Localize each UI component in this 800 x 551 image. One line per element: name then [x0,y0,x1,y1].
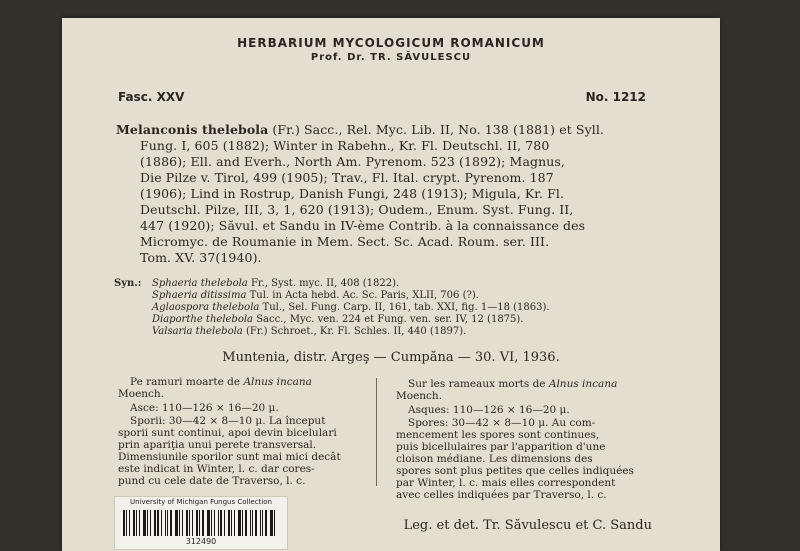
barcode-stripe [211,510,212,536]
barcode-stripe [202,510,204,536]
description-line: Asce: 110—126 × 16—20 μ. [130,402,279,414]
reference-line [140,170,554,185]
synonym-ref: Tul., Sel. Fung. Carp. II, 161, tab. XXI, fig. 1—18 (1863). [259,302,550,313]
synonym-entry [152,278,399,289]
synonym-ref: Sacc., Myc. ven. 224 et Fung. ven. ser. IV, 12 (1875). [253,314,524,325]
barcode-stripe [192,510,193,536]
reference-text: Micromyc. de Roumanie in Mem. Sect. Sc. Acad. Roum. ser. III. [140,234,550,249]
reference-text: 447 (1920); Săvul. et Sandu in IV-ème Contrib. à la connaissance des [140,218,586,233]
barcode-stripe [129,510,130,536]
description-line: Sporii: 30—42 × 8—10 μ. La început [130,415,326,427]
legit-line: Leg. et det. Tr. Săvulescu et C. Sandu [403,518,652,533]
reference-line [140,234,549,249]
reference-line [140,186,564,201]
barcode-stripe [214,510,215,536]
description-line: puis bicellulaires par l'apparition d'une [396,441,606,453]
barcode-stripe [182,510,183,536]
barcode-stripe [245,510,247,536]
description-line: Asques: 110—126 × 16—20 μ. [408,404,570,416]
barcode-stripe [250,510,251,536]
barcode-stripe [252,510,253,536]
barcode-stripe [224,510,225,536]
synonym-entry [152,314,523,325]
description-line: este indicat in Winter, l. c. dar cores- [118,463,315,475]
barcode-stripe [262,510,263,536]
reference-line [140,138,549,153]
synonym-name: Sphaeria thelebola [152,278,248,289]
description-line: mencement les spores sont continues, [396,429,600,441]
barcode-stripe [196,510,198,536]
reference-line [140,202,573,217]
barcode-institution: University of Michigan Fungus Collection [129,498,272,506]
barcode-stripe [234,510,235,536]
description-line: spores sont plus petites que celles indiquées [396,465,634,477]
species-name: Melanconis thelebola [116,122,269,137]
synonym-entry [152,290,479,301]
description-line: cloison médiane. Les dimensions des [396,453,593,465]
synonym-ref: Tul. in Acta hebd. Ac. Sc. Paris, XLII, 706 (?). [246,290,479,301]
barcode-stripe [238,510,241,536]
description-line: par Winter, l. c. mais elles correspondent [396,477,616,489]
description-line [130,376,312,389]
synonym-name: Aglaospora thelebola [152,302,260,313]
barcode-stripe [270,510,273,536]
specimen-number: No. 1212 [585,90,646,104]
synonym-name: Valsaria thelebola [152,326,243,337]
barcode-stripe [161,510,162,536]
barcode-stripe [179,510,180,536]
barcode-stripe [218,510,219,536]
barcode-stripe [207,510,210,536]
barcode-stripe [220,510,222,536]
description-line: Spores: 30—42 × 8—10 μ. Au com- [408,417,596,429]
barcode-stripe [175,510,178,536]
description-line: pund cu cele date de Traverso, l. c. [118,475,306,487]
barcode-label [114,496,288,550]
barcode-stripe [147,510,148,536]
description-line: prin apariţia unui perete transversal. [118,439,317,451]
description-line [408,378,617,391]
barcode-stripe [255,510,257,536]
barcode-stripe [170,510,172,536]
host-name: Alnus incana [548,378,618,390]
barcode-stripe [228,510,230,536]
description-line: sporii sunt continui, apoi devin bicelulari [118,427,337,439]
host-name: Alnus incana [243,376,312,388]
reference-text: (1906); Lind in Rostrup, Danish Fungi, 248 (1913); Migula, Kr. Fl. [140,186,565,201]
barcode-stripe [157,510,159,536]
reference-text: Deutschl. Pilze, III, 3, 1, 620 (1913); Oudem., Enum. Syst. Fung. II, [140,202,574,217]
synonym-entry [152,326,466,337]
herbarium-label [62,18,720,551]
barcode-stripe [136,510,137,536]
header-title: HERBARIUM MYCOLOGICUM ROMANICUM [237,36,545,50]
column-divider [376,378,377,486]
description-line: Moench. [118,388,165,400]
synonym-ref: (Fr.) Schroet., Kr. Fl. Schles. II, 440 (1897). [242,326,467,337]
barcode-stripe [260,510,261,536]
reference-text: (Fr.) Sacc., Rel. Myc. Lib. II, No. 138 (1881) et Syll. [268,122,605,137]
barcode-number: 312490 [185,537,217,546]
barcode-stripe [150,510,151,536]
reference-line [140,154,565,169]
barcode-stripe [189,510,190,536]
synonym-ref: Fr., Syst. myc. II, 408 (1822). [247,278,400,289]
fascicle-number: Fasc. XXV [118,90,185,104]
synonym-entry [152,302,550,313]
reference-line [116,122,604,137]
line-text: Sur les rameaux morts de [408,378,549,390]
synonym-name: Diaporthe thelebola [152,314,254,325]
header-subtitle: Prof. Dr. TR. SĂVULESCU [310,52,472,63]
barcode-bars [123,510,279,536]
barcode-stripe [265,510,267,536]
barcode-stripe [123,510,125,536]
description-line: Dimensiunile sporilor sunt mai mici decât [118,451,341,463]
reference-line [140,250,262,265]
description-line: avec celles indiquées par Traverso, l. c. [396,489,607,501]
barcode-stripe [242,510,243,536]
description-line: Moench. [396,390,443,402]
barcode-stripe [274,510,275,536]
barcode-stripe [165,510,166,536]
barcode-stripe [143,510,146,536]
barcode-stripe [139,510,140,536]
barcode-stripe [126,510,127,536]
synonyms-label: Syn.: [114,278,142,289]
line-text: Pe ramuri moarte de [130,376,244,388]
barcode-stripe [199,510,200,536]
barcode-stripe [231,510,232,536]
barcode-stripe [133,510,135,536]
barcode-stripe [154,510,156,536]
barcode-stripe [186,510,188,536]
reference-text: Die Pilze v. Tirol, 499 (1905); Trav., Fl. Ital. crypt. Pyrenom. 187 [140,170,554,185]
reference-text: Fung. I, 605 (1882); Winter in Rabehn., Kr. Fl. Deutschl. II, 780 [140,138,550,153]
reference-line [140,218,585,233]
collection-locality: Muntenia, distr. Argeş — Cumpăna — 30. VI, 1936. [222,350,560,365]
barcode-stripe [167,510,168,536]
reference-text: Tom. XV. 37(1940). [140,250,262,265]
reference-text: (1886); Ell. and Everh., North Am. Pyrenom. 523 (1892); Magnus, [140,154,565,169]
synonym-name: Sphaeria ditissima [152,290,247,301]
